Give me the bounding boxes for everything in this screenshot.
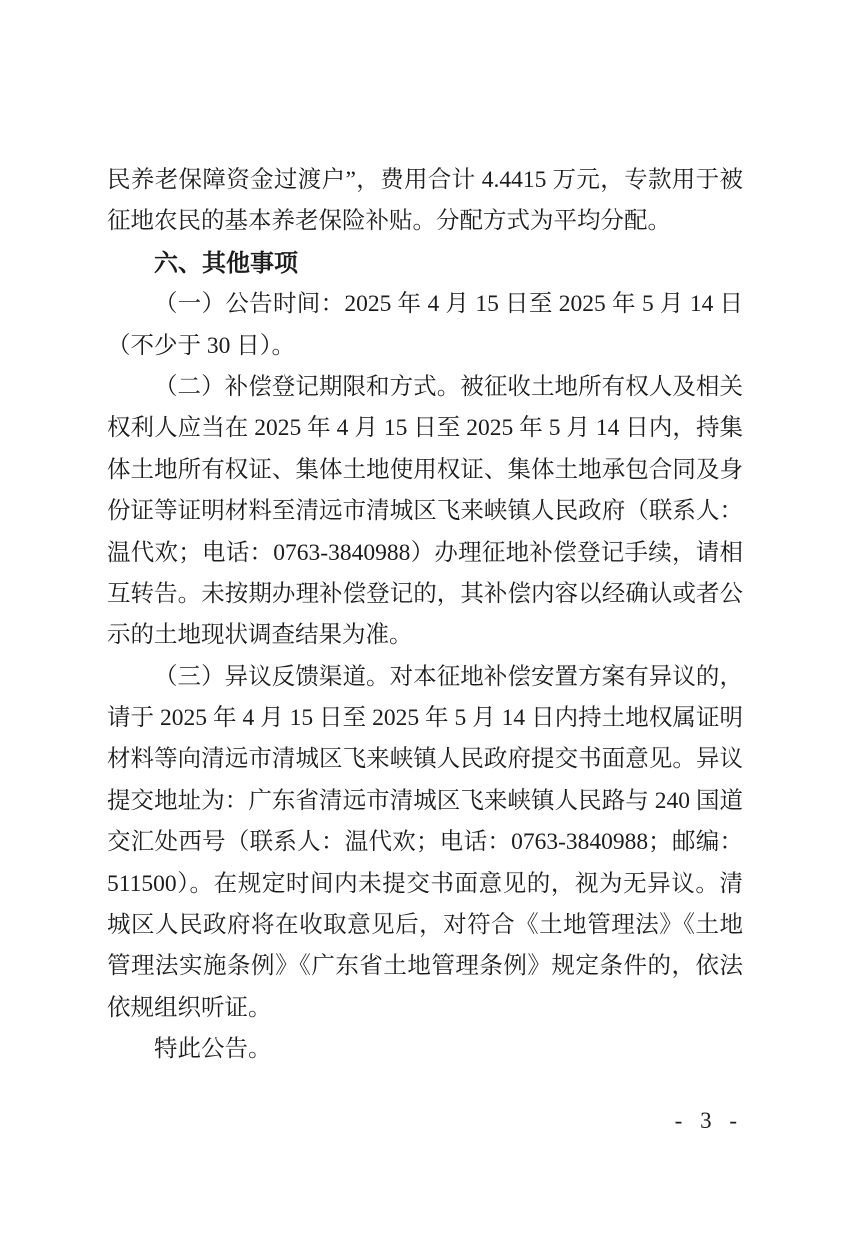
- document-line: （二）补偿登记期限和方式。被征收土地所有权人及相关: [154, 373, 743, 400]
- document-line: 特此公告。: [154, 1036, 272, 1063]
- document-line: 请于 2025 年 4 月 15 日至 2025 年 5 月 14 日内持土地权属证明: [107, 705, 743, 732]
- document-body: [107, 160, 743, 1071]
- document-line: 份证等证明材料至清远市清城区飞来峡镇人民政府（联系人：: [107, 498, 743, 525]
- document-line: 体土地所有权证、集体土地使用权证、集体土地承包合同及身: [107, 456, 743, 483]
- document-line: （三）异议反馈渠道。对本征地补偿安置方案有异议的，: [154, 663, 743, 690]
- page-number: - 3 -: [674, 1108, 743, 1133]
- document-line: （不少于 30 日）。: [107, 332, 295, 359]
- document-line: 示的土地现状调查结果为准。: [107, 622, 413, 649]
- document-line: 511500）。在规定时间内未提交书面意见的，视为无异议。清: [107, 870, 743, 897]
- document-line: 城区人民政府将在收取意见后，对符合《土地管理法》《土地: [107, 912, 743, 939]
- document-line: 互转告。未按期办理补偿登记的，其补偿内容以经确认或者公: [107, 580, 743, 607]
- document-line: 依规组织听证。: [107, 994, 272, 1021]
- document-line: 权利人应当在 2025 年 4 月 15 日至 2025 年 5 月 14 日内，持集: [107, 415, 743, 442]
- document-line: 民养老保障资金过渡户”，费用合计 4.4415 万元，专款用于被: [107, 167, 743, 193]
- document-line: 提交地址为：广东省清远市清城区飞来峡镇人民路与 240 国道: [107, 787, 743, 814]
- document-line: （一）公告时间：2025 年 4 月 15 日至 2025 年 5 月 14 日: [154, 291, 743, 318]
- document-line: 温代欢；电话：0763-3840988）办理征地补偿登记手续，请相: [107, 539, 743, 566]
- document-line: 材料等向清远市清城区飞来峡镇人民政府提交书面意见。异议: [107, 746, 743, 773]
- section-heading: 六、其他事项: [154, 249, 298, 277]
- document-line: 管理法实施条例》《广东省土地管理条例》规定条件的，依法: [107, 953, 743, 980]
- document-line: 交汇处西号（联系人：温代欢；电话：0763-3840988；邮编：: [107, 829, 743, 856]
- document-line: 征地农民的基本养老保险补贴。分配方式为平均分配。: [107, 208, 671, 235]
